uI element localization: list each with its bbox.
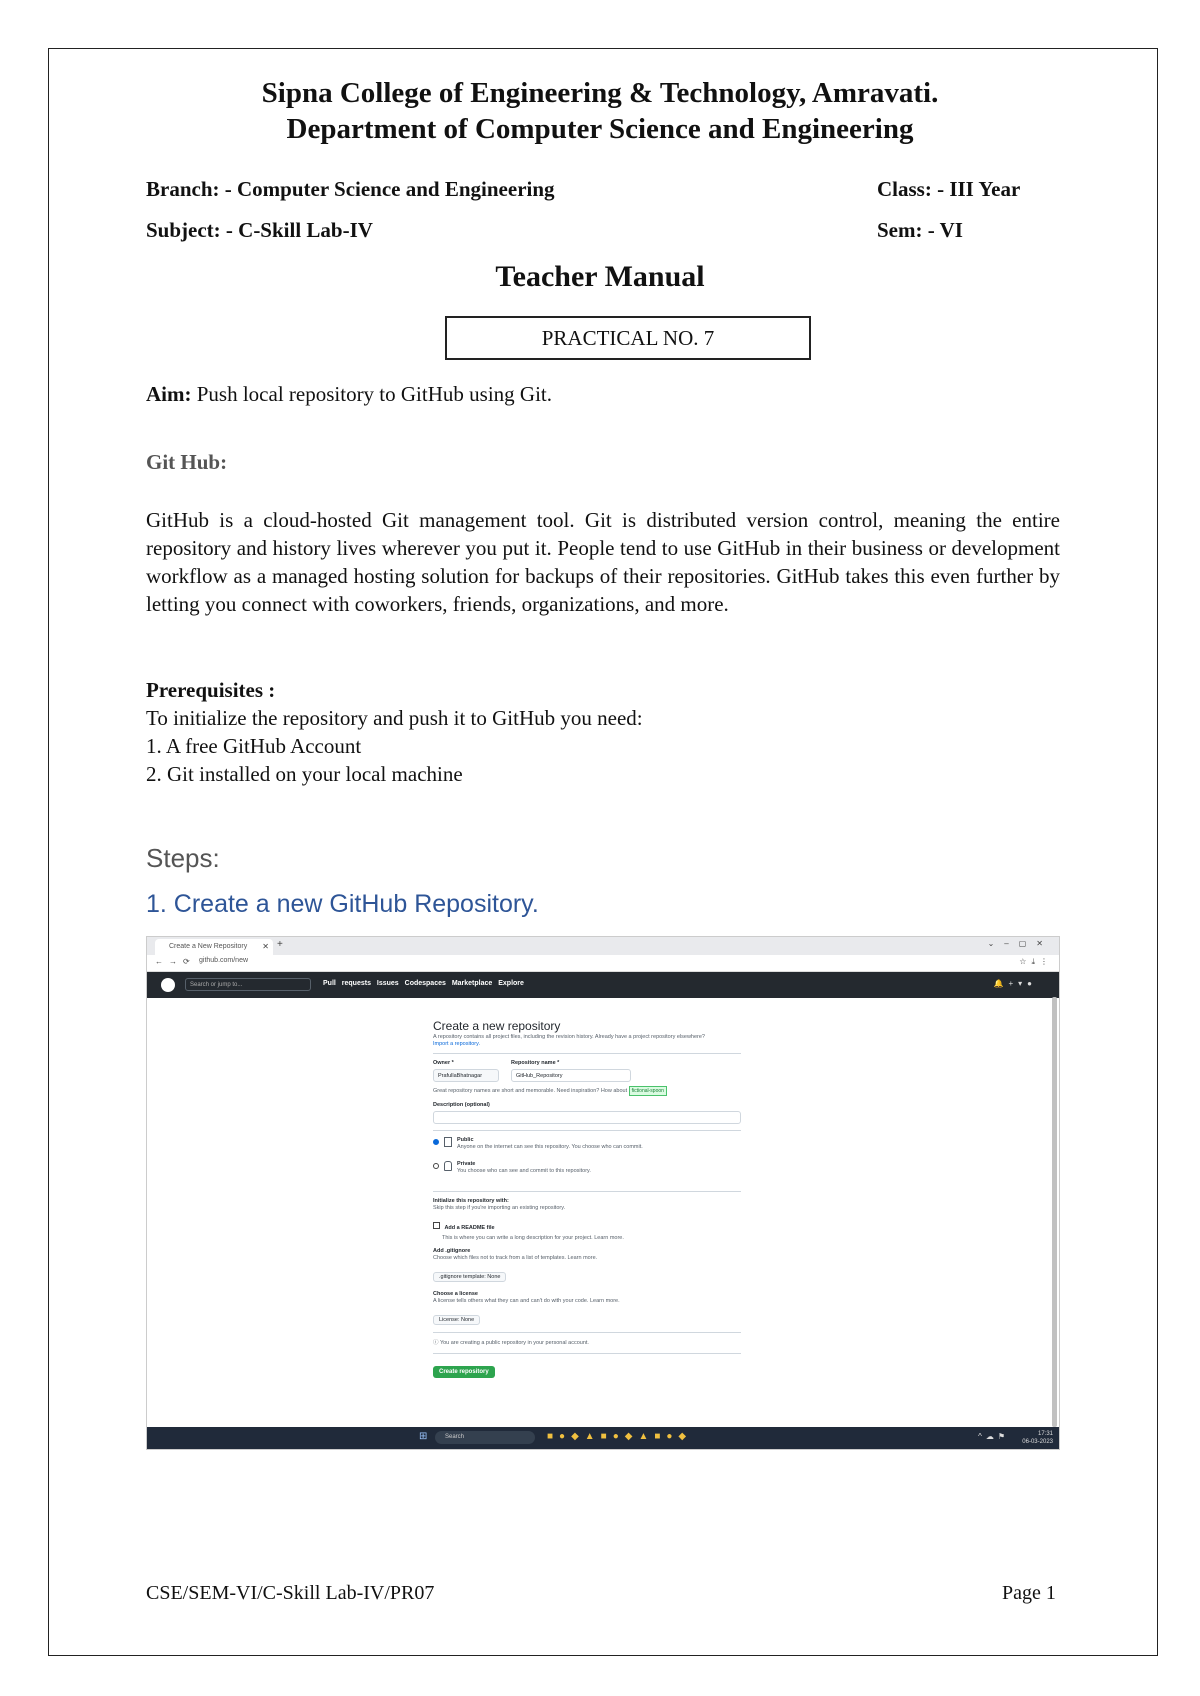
- browser-tab[interactable]: [155, 939, 273, 955]
- page-number: Page 1: [1002, 1582, 1056, 1604]
- manual-title: Teacher Manual: [495, 260, 705, 293]
- aim: [146, 380, 552, 408]
- new-tab-icon[interactable]: +: [277, 939, 283, 950]
- github-heading: Git Hub:: [146, 450, 228, 474]
- aim-text: Push local repository to GitHub using Git.: [191, 382, 552, 406]
- owner-select[interactable]: PrafullaBhatnagar: [433, 1069, 499, 1082]
- github-logo-icon[interactable]: [161, 978, 175, 992]
- github-header-icons[interactable]: 🔔+▾●: [993, 979, 1037, 988]
- divider: [433, 1332, 741, 1333]
- private-desc: You choose who can see and commit to this repository.: [457, 1168, 591, 1174]
- windows-taskbar: [147, 1427, 1060, 1449]
- window-controls[interactable]: ⌄–▢✕: [987, 939, 1053, 948]
- visibility-private[interactable]: [433, 1161, 741, 1185]
- account-note-text: You are creating a public repository in your personal account.: [439, 1340, 589, 1346]
- system-tray-icons[interactable]: ^☁⚑: [978, 1432, 1009, 1441]
- account-note: ⓘ You are creating a public repository in your personal account.: [433, 1340, 589, 1346]
- private-radio[interactable]: [433, 1163, 439, 1169]
- subject: Subject: - C-Skill Lab-IV: [146, 218, 373, 242]
- prerequisites-intro: To initialize the repository and push it to GitHub you need:: [146, 706, 643, 730]
- practical-number: PRACTICAL NO. 7: [445, 316, 811, 360]
- clock-date: 06-03-2023: [1022, 1439, 1053, 1445]
- prerequisite-item-1: 1. A free GitHub Account: [146, 734, 362, 758]
- step-1-heading: 1. Create a new GitHub Repository.: [146, 890, 539, 918]
- github-search-input[interactable]: Search or jump to...: [185, 978, 311, 991]
- page-scrollbar[interactable]: [1052, 997, 1057, 1427]
- create-repository-button[interactable]: Create repository: [433, 1366, 495, 1378]
- public-label: Public: [457, 1137, 474, 1143]
- address-bar: [147, 955, 1059, 972]
- name-suggestion[interactable]: fictional-spoon: [629, 1086, 667, 1096]
- license-heading: Choose a license: [433, 1291, 478, 1297]
- owner-repo-row: [433, 1060, 741, 1082]
- clock-time: 17:31: [1037, 1431, 1053, 1437]
- gitignore-select[interactable]: .gitignore template: None: [433, 1272, 506, 1282]
- divider: [433, 1130, 741, 1131]
- class: Class: - III Year: [877, 177, 1021, 201]
- license-select[interactable]: License: None: [433, 1315, 480, 1325]
- url-field[interactable]: github.com/new: [199, 957, 249, 964]
- form-subtitle: A repository contains all project files, including the revision history. Already have a project repository elsewhere?: [433, 1034, 705, 1040]
- browser-tabbar: [147, 937, 1059, 955]
- divider: [433, 1191, 741, 1192]
- public-text: [457, 1137, 643, 1151]
- description-label: Description (optional): [433, 1102, 490, 1108]
- taskbar-search[interactable]: Search: [435, 1431, 535, 1444]
- public-desc: Anyone on the internet can see this repository. You choose who can commit.: [457, 1144, 643, 1150]
- divider: [433, 1353, 741, 1354]
- description-input[interactable]: [433, 1111, 741, 1124]
- taskbar-apps-icons[interactable]: ■●◆▲■●◆▲■●◆: [547, 1431, 693, 1442]
- gitignore-row: [433, 1265, 741, 1283]
- create-repo-form: [433, 1019, 741, 1378]
- aim-label: Aim:: [146, 382, 192, 406]
- footer-left: CSE/SEM-VI/C-Skill Lab-IV/PR07: [146, 1582, 435, 1604]
- license-row: [433, 1308, 741, 1326]
- college-title: Sipna College of Engineering & Technology, Amravati.: [261, 77, 939, 109]
- repo-name-group: [511, 1060, 631, 1082]
- repo-icon: [444, 1137, 452, 1147]
- steps-heading: Steps:: [146, 843, 220, 873]
- tab-title: Create a New Repository: [169, 943, 248, 950]
- readme-row[interactable]: [433, 1216, 741, 1242]
- start-icon[interactable]: ⊞: [419, 1431, 434, 1442]
- github-nav[interactable]: Pull requests Issues Codespaces Marketplace Explore: [323, 980, 524, 987]
- init-heading: Initialize this repository with:: [433, 1198, 509, 1204]
- lock-icon: [444, 1161, 452, 1171]
- owner-group: [433, 1060, 499, 1082]
- department-title: Department of Computer Science and Engineering: [286, 113, 914, 145]
- name-hint: [433, 1086, 741, 1096]
- prerequisite-item-2: 2. Git installed on your local machine: [146, 762, 463, 786]
- owner-label: Owner *: [433, 1060, 454, 1066]
- semester: Sem: - VI: [877, 218, 963, 242]
- license-subtitle: A license tells others what they can and can't do with your code. Learn more.: [433, 1298, 620, 1304]
- divider: [433, 1053, 741, 1054]
- github-screenshot: [146, 936, 1060, 1450]
- gitignore-heading: Add .gitignore: [433, 1248, 471, 1254]
- github-header: [147, 972, 1059, 998]
- branch: Branch: - Computer Science and Engineering: [146, 177, 555, 201]
- private-label: Private: [457, 1161, 476, 1167]
- readme-checkbox[interactable]: [433, 1222, 440, 1229]
- visibility-public[interactable]: [433, 1137, 741, 1161]
- github-paragraph: GitHub is a cloud-hosted Git management tool. Git is distributed version control, meaning the entire repository and history lives wherever you put it. People tend to use GitHub in their business or development workflow as a managed hosting solution for backups of their repositories. GitHub takes this even further by letting you connect with coworkers, friends, organizations, and more.: [146, 508, 1060, 616]
- private-text: [457, 1161, 591, 1175]
- readme-label: Add a README file: [444, 1225, 495, 1231]
- init-subtitle: Skip this step if you're importing an existing repository.: [433, 1205, 566, 1211]
- public-radio[interactable]: [433, 1139, 439, 1145]
- gitignore-subtitle: Choose which files not to track from a list of templates. Learn more.: [433, 1255, 598, 1261]
- name-hint-text: Great repository names are short and memorable. Need inspiration? How about: [433, 1088, 628, 1094]
- tab-close-icon[interactable]: ✕: [262, 942, 269, 951]
- form-title: Create a new repository: [433, 1019, 561, 1033]
- prerequisites-heading: Prerequisites :: [146, 678, 276, 702]
- repo-name-input[interactable]: GitHub_Repository: [511, 1069, 631, 1082]
- import-link[interactable]: Import a repository.: [433, 1041, 480, 1047]
- repo-name-label: Repository name *: [511, 1060, 560, 1066]
- nav-arrows-icon[interactable]: ←→⟳: [155, 957, 196, 966]
- browser-toolbar-icons[interactable]: ☆⤓⋮: [1019, 957, 1053, 966]
- readme-desc: This is where you can write a long description for your project. Learn more.: [442, 1235, 624, 1241]
- taskbar-clock: [1022, 1430, 1053, 1446]
